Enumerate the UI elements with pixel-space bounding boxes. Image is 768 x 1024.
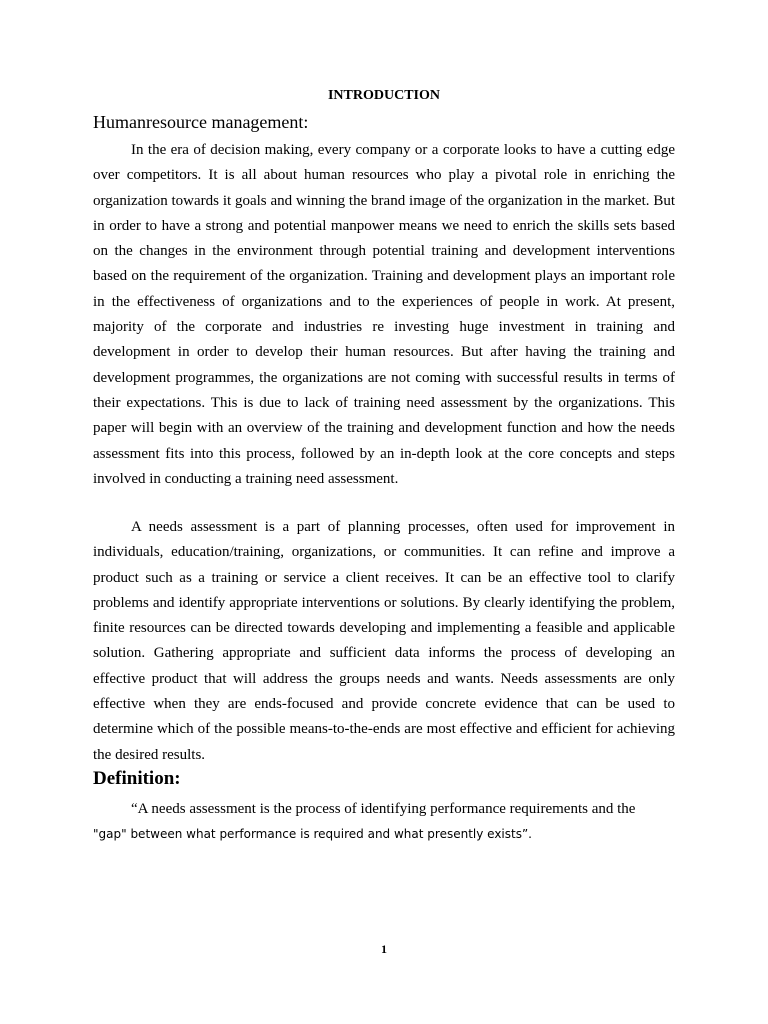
definition-text-line-1: “A needs assessment is the process of identifying performance requirements and the <box>131 801 636 817</box>
definition-quote <box>93 797 675 847</box>
page-number: 1 <box>381 942 387 956</box>
definition-heading: Definition: <box>93 768 181 789</box>
paragraph-2-block <box>93 515 675 768</box>
paragraph: In the era of decision making, every company or a corporate looks to have a cutting edge over competitors. It is all about human resources who play a pivotal role in enriching the organization towards it goals and winning the brand image of the organization in the market. But in order to have a strong and potential manpower means we need to enrich the skills sets based on the changes in the environment through potential training and development interventions based on the requirement of the organization. Training and development plays an important role in the effectiveness of organizations and to the experiences of people in work. At present, majority of the corporate and industries re investing huge investment in training and development in order to develop their human resources. But after having the training and development programmes, the organizations are not coming with successful results in terms of their expectations. This is due to lack of training need assessment by the organizations. This paper will begin with an overview of the training and development function and how the needs assessment fits into this process, followed by an in-depth look at the core concepts and steps involved in conducting a training need assessment. <box>93 142 675 487</box>
section-heading: Humanresource management: <box>93 112 309 132</box>
page-title: INTRODUCTION <box>327 88 440 103</box>
definition-text-line-2: "gap" between what performance is required and what presently exists”. <box>93 827 532 841</box>
paragraph-1-block <box>93 138 675 492</box>
paragraph: A needs assessment is a part of planning processes, often used for improvement in individuals, education/training, organizations, or communities. It can refine and improve a product such as a training or service a client receives. It can be an effective tool to clarify problems and identify appropriate interventions or solutions. By clearly identifying the problem, finite resources can be directed towards developing and implementing a feasible and applicable solution. Gathering appropriate and sufficient data informs the process of developing an effective product that will address the groups needs and wants. Needs assessments are only effective when they are ends-focused and provide concrete evidence that can be used to determine which of the possible means-to-the-ends are most effective and efficient for achieving the desired results. <box>93 519 675 763</box>
